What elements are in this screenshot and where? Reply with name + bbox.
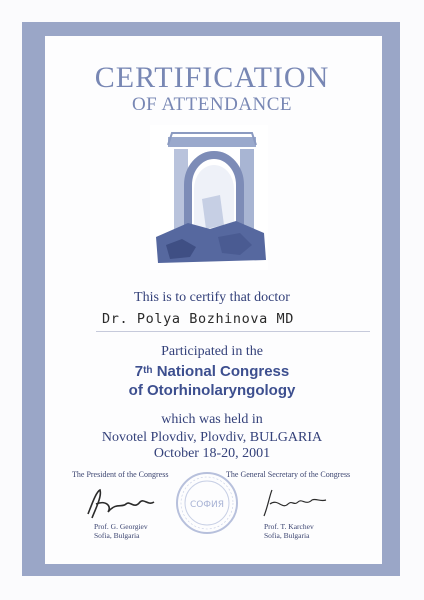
name-underline <box>96 331 370 332</box>
arch-illustration <box>148 125 270 270</box>
secretary-city: Sofia, Bulgaria <box>264 531 310 540</box>
certificate-subtitle: OF ATTENDANCE <box>131 94 293 115</box>
stamp-center-text: СОФИЯ <box>189 500 225 510</box>
recipient-name: Dr. Polya Bozhinova MD <box>102 311 295 327</box>
president-city: Sofia, Bulgaria <box>94 531 140 540</box>
secretary-name: Prof. T. Karchev <box>264 522 314 531</box>
secretary-caption: The General Secretary of the Congress <box>226 470 351 479</box>
congress-number-suffix: th <box>143 365 153 376</box>
participated-line: Participated in the <box>161 344 263 359</box>
president-caption: The President of the Congress <box>72 470 169 479</box>
secretary-block <box>264 522 354 540</box>
secretary-signature <box>254 484 334 522</box>
congress-title-line-2: of Otorhinolaryngology <box>128 382 296 399</box>
president-name: Prof. G. Georgiev <box>94 522 148 531</box>
certificate-title: CERTIFICATION <box>94 61 330 94</box>
president-block <box>94 522 184 540</box>
congress-number: 7 <box>134 363 144 380</box>
congress-title-line-1 <box>0 363 424 380</box>
certify-statement: This is to certify that doctor <box>134 290 290 305</box>
president-signature <box>82 484 162 522</box>
venue-line: Novotel Plovdiv, Plovdiv, BULGARIA <box>101 430 323 445</box>
date-line: October 18-20, 2001 <box>153 446 271 461</box>
held-line: which was held in <box>161 412 263 427</box>
congress-name-1: National Congress <box>156 363 290 380</box>
